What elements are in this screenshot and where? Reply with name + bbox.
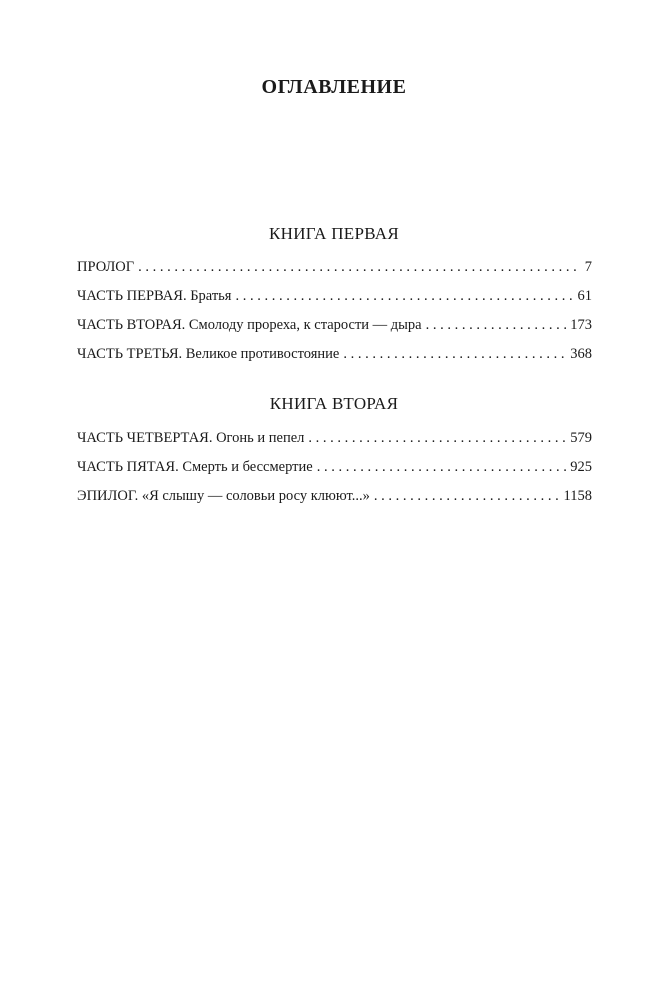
page-title: ОГЛАВЛЕНИЕ <box>261 76 407 98</box>
toc-entry-label: ПРОЛОГ <box>77 259 135 275</box>
book-heading-2: КНИГА ВТОРАЯ <box>269 394 399 413</box>
toc-entry[interactable] <box>77 488 592 508</box>
toc-entry[interactable] <box>77 346 592 366</box>
toc-entry-label: ЧАСТЬ ПЕРВАЯ. Братья <box>77 288 232 304</box>
dot-leader <box>317 459 567 476</box>
dot-leader <box>308 430 566 447</box>
toc-entry-page: 173 <box>570 317 592 333</box>
toc-entry[interactable] <box>77 288 592 308</box>
toc-entry[interactable] <box>77 459 592 479</box>
toc-entry[interactable] <box>77 317 592 337</box>
toc-entry-label: ЧАСТЬ ВТОРАЯ. Смолоду прореха, к старости — дыра <box>77 317 422 333</box>
toc-entry-label: ЧАСТЬ ЧЕТВЕРТАЯ. Огонь и пепел <box>77 430 305 446</box>
toc-entry-label: ЧАСТЬ ПЯТАЯ. Смерть и бессмертие <box>77 459 313 475</box>
toc-entry-page: 579 <box>570 430 592 446</box>
dot-leader <box>343 346 566 363</box>
dot-leader <box>138 259 581 276</box>
toc-entry-label: ЭПИЛОГ. «Я слышу — соловьи росу клюют...» <box>77 488 370 504</box>
book-heading-1: КНИГА ПЕРВАЯ <box>269 224 399 243</box>
toc-entry-page: 61 <box>577 288 592 304</box>
toc-entry[interactable] <box>77 259 592 279</box>
toc-entry-label: ЧАСТЬ ТРЕТЬЯ. Великое противостояние <box>77 346 340 362</box>
dot-leader <box>426 317 567 334</box>
toc-entry[interactable] <box>77 430 592 450</box>
toc-entry-page: 925 <box>570 459 592 475</box>
dot-leader <box>235 288 573 305</box>
toc-entry-page: 368 <box>570 346 592 362</box>
dot-leader <box>374 488 560 505</box>
toc-entry-page: 1158 <box>563 488 592 504</box>
toc-entry-page: 7 <box>584 259 592 275</box>
